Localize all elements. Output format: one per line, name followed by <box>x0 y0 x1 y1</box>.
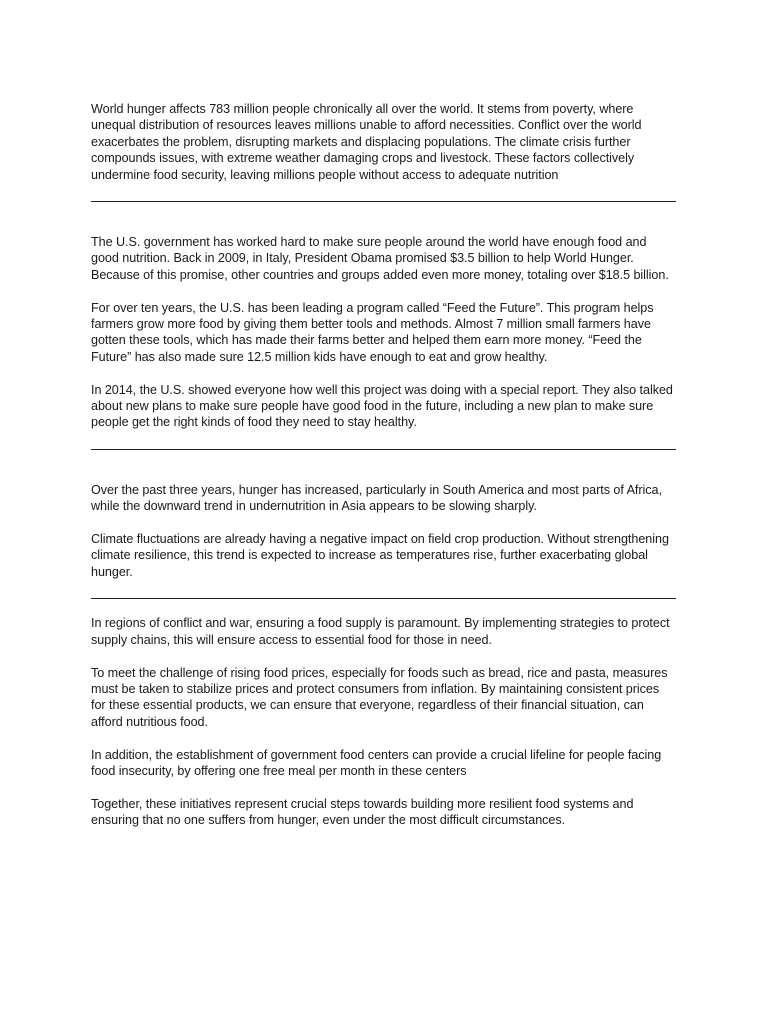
paragraph-conflict-food-supply: In regions of conflict and war, ensuring a food supply is paramount. By implementing strategies to protect supply chains, this will ensure access to essential food for those in need. <box>91 616 670 647</box>
section-divider <box>91 449 676 450</box>
section-divider <box>91 598 676 599</box>
paragraph-hunger-increase: Over the past three years, hunger has increased, particularly in South America and most parts of Africa, while the downward trend in undernutrition in Asia appears to be slowing sharply. <box>91 482 662 514</box>
paragraph-food-prices: To meet the challenge of rising food prices, especially for foods such as bread, rice and pasta, measures must be taken to stabilize prices and protect consumers from inflation. By maintaining consistent prices for these essential products, we can ensure that everyone, regardless of their financial situation, can afford nutritious food. <box>91 665 668 729</box>
section-world-hunger-causes <box>91 101 676 183</box>
section-hunger-trends <box>91 482 676 580</box>
section-proposed-solutions <box>91 615 676 828</box>
section-us-government-efforts <box>91 234 676 431</box>
section-divider <box>91 201 676 202</box>
document-page <box>91 101 676 829</box>
paragraph-climate-fluctuations: Climate fluctuations are already having a negative impact on field crop production. Without strengthening climate resilience, this trend is expected to increase as temperatures rise, further exacerbating global hunger. <box>91 532 669 579</box>
paragraph-us-funding: The U.S. government has worked hard to make sure people around the world have enough food and good nutrition. Back in 2009, in Italy, President Obama promised $3.5 billion to help World Hunger. Because of this promise, other countries and groups added even more money, totaling over $18.5 billion. <box>91 235 669 282</box>
paragraph-2014-report: In 2014, the U.S. showed everyone how well this project was doing with a special report. They also talked about new plans to make sure people have good food in the future, including a new plan to make sure people get the right kinds of food they need to stay healthy. <box>91 382 673 430</box>
paragraph-feed-the-future: For over ten years, the U.S. has been leading a program called “Feed the Future”. This program helps farmers grow more food by giving them better tools and methods. Almost 7 million small farmers have gotten these tools, which has made their farms better and helped them earn more money. “Feed the Future” has also made sure 12.5 million kids have enough to eat and grow healthy. <box>91 300 654 364</box>
paragraph-world-hunger-intro: World hunger affects 783 million people chronically all over the world. It stems from poverty, where unequal distribution of resources leaves millions unable to afford necessities. Conflict over the world exacerbates the problem, disrupting markets and displacing populations. The climate crisis further compounds issues, with extreme weather damaging crops and livestock. These factors collectively undermine food security, leaving millions people without access to adequate nutrition <box>91 102 642 182</box>
paragraph-food-centers: In addition, the establishment of government food centers can provide a crucial lifeline for people facing food insecurity, by offering one free meal per month in these centers <box>91 747 662 778</box>
paragraph-conclusion: Together, these initiatives represent crucial steps towards building more resilient food systems and ensuring that no one suffers from hunger, even under the most difficult circumstances. <box>91 796 634 828</box>
